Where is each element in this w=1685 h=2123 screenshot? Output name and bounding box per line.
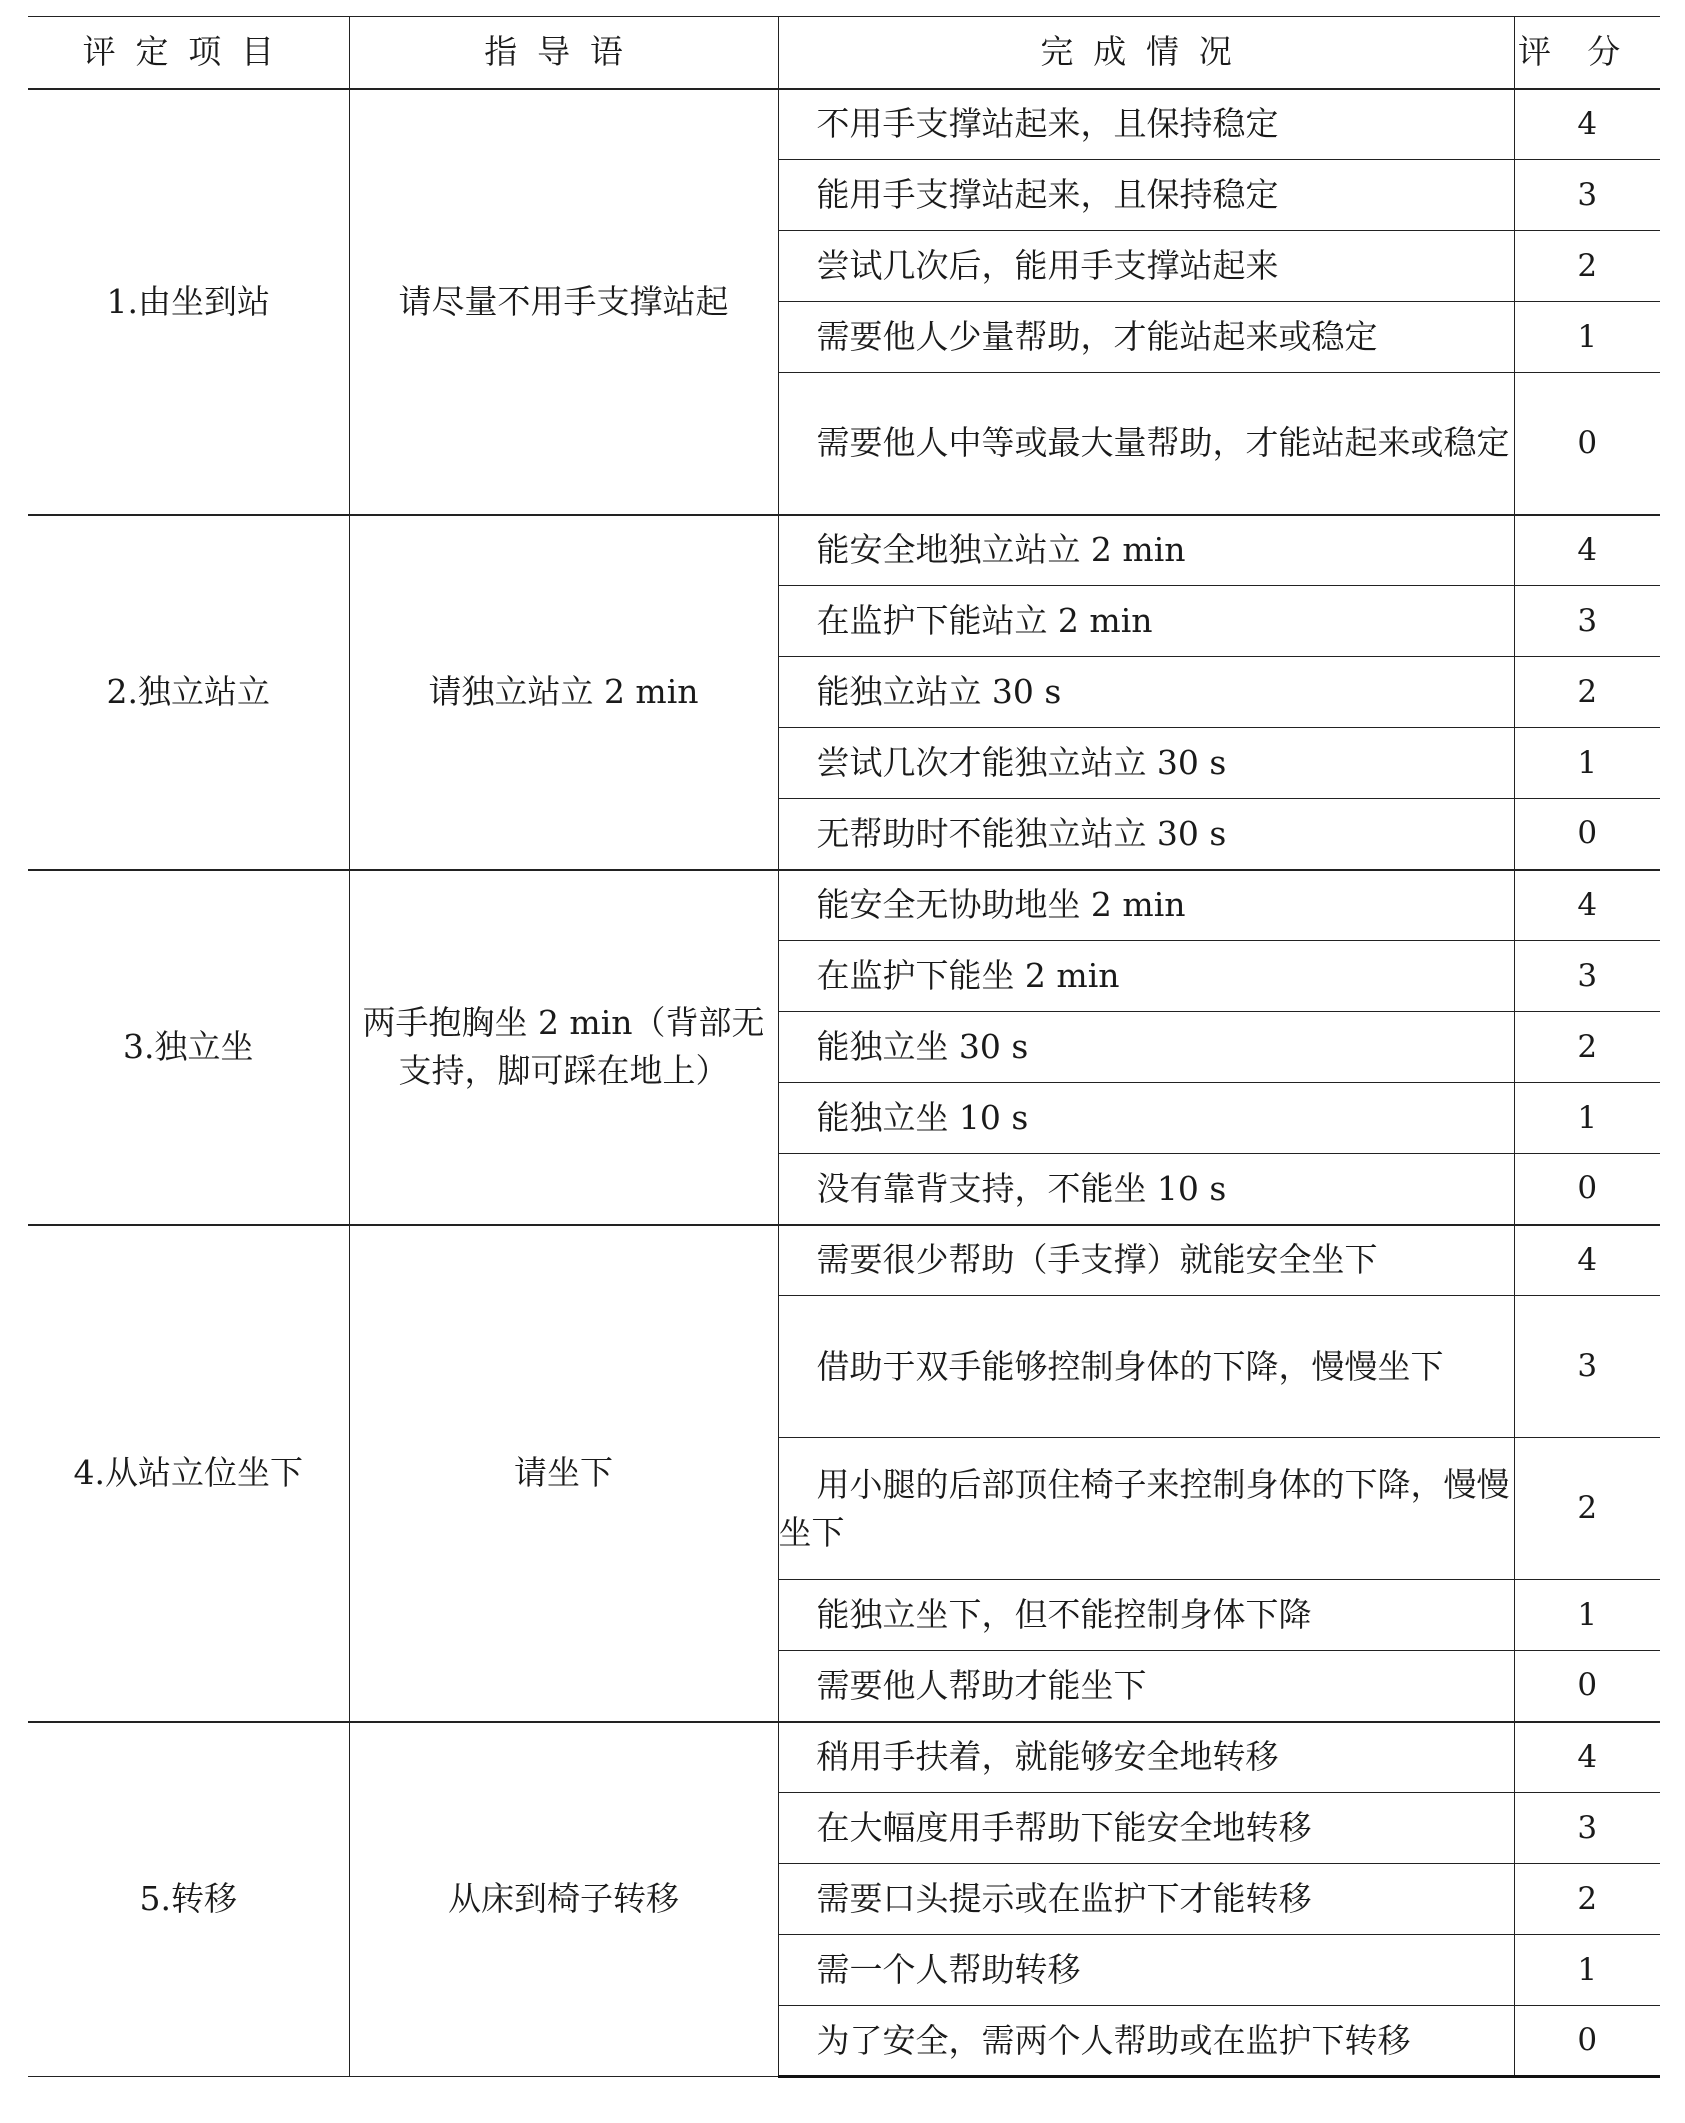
- score-cell: 1: [1514, 728, 1660, 799]
- guide-cell: 请坐下: [349, 1225, 778, 1722]
- desc-cell: 能独立坐 10 s: [778, 1083, 1514, 1154]
- desc-cell: 借助于双手能够控制身体的下降，慢慢坐下: [778, 1296, 1514, 1438]
- desc-cell: 稍用手扶着，就能够安全地转移: [778, 1722, 1514, 1793]
- score-cell: 3: [1514, 1296, 1660, 1438]
- assessment-sheet: [28, 16, 1660, 2078]
- score-cell: 1: [1514, 1580, 1660, 1651]
- item-cell: 4.从站立位坐下: [28, 1225, 349, 1722]
- score-cell: 3: [1514, 941, 1660, 1012]
- desc-cell: 能安全无协助地坐 2 min: [778, 870, 1514, 941]
- score-cell: 4: [1514, 515, 1660, 586]
- score-cell: 0: [1514, 373, 1660, 515]
- desc-cell: 需要口头提示或在监护下才能转移: [778, 1864, 1514, 1935]
- score-cell: 0: [1514, 1154, 1660, 1225]
- score-cell: 4: [1514, 89, 1660, 160]
- desc-cell: 没有靠背支持，不能坐 10 s: [778, 1154, 1514, 1225]
- table-row: [28, 89, 1660, 160]
- guide-cell: 请独立站立 2 min: [349, 515, 778, 870]
- desc-cell: 需要很少帮助（手支撑）就能安全坐下: [778, 1225, 1514, 1296]
- desc-cell: 在监护下能坐 2 min: [778, 941, 1514, 1012]
- table-header-row: [28, 17, 1660, 89]
- score-cell: 1: [1514, 1083, 1660, 1154]
- guide-cell: 两手抱胸坐 2 min（背部无支持，脚可踩在地上）: [349, 870, 778, 1225]
- guide-cell: 从床到椅子转移: [349, 1722, 778, 2077]
- header-item: 评定项目: [28, 17, 349, 89]
- desc-cell: 在监护下能站立 2 min: [778, 586, 1514, 657]
- desc-cell: 用小腿的后部顶住椅子来控制身体的下降，慢慢坐下: [778, 1438, 1514, 1580]
- desc-cell: 不用手支撑站起来，且保持稳定: [778, 89, 1514, 160]
- desc-cell: 尝试几次后，能用手支撑站起来: [778, 231, 1514, 302]
- score-cell: 4: [1514, 1722, 1660, 1793]
- desc-cell: 需一个人帮助转移: [778, 1935, 1514, 2006]
- item-cell: 1.由坐到站: [28, 89, 349, 515]
- header-guide: 指导语: [349, 17, 778, 89]
- score-cell: 0: [1514, 1651, 1660, 1722]
- table-row: [28, 870, 1660, 941]
- item-cell: 3.独立坐: [28, 870, 349, 1225]
- desc-cell: 在大幅度用手帮助下能安全地转移: [778, 1793, 1514, 1864]
- group-transfer: [28, 1722, 1660, 2077]
- group-standing-unsupported: [28, 515, 1660, 870]
- desc-cell: 能安全地独立站立 2 min: [778, 515, 1514, 586]
- item-cell: 2.独立站立: [28, 515, 349, 870]
- header-desc: 完成情况: [778, 17, 1514, 89]
- score-cell: 2: [1514, 1864, 1660, 1935]
- score-cell: 4: [1514, 1225, 1660, 1296]
- desc-cell: 需要他人帮助才能坐下: [778, 1651, 1514, 1722]
- desc-cell: 需要他人中等或最大量帮助，才能站起来或稳定: [778, 373, 1514, 515]
- desc-cell: 需要他人少量帮助，才能站起来或稳定: [778, 302, 1514, 373]
- guide-cell: 请尽量不用手支撑站起: [349, 89, 778, 515]
- score-cell: 0: [1514, 799, 1660, 870]
- balance-assessment-table: [28, 16, 1660, 2078]
- table-row: [28, 1225, 1660, 1296]
- desc-cell: 无帮助时不能独立站立 30 s: [778, 799, 1514, 870]
- table-row: [28, 515, 1660, 586]
- score-cell: 0: [1514, 2006, 1660, 2077]
- score-cell: 3: [1514, 160, 1660, 231]
- score-cell: 4: [1514, 870, 1660, 941]
- score-cell: 3: [1514, 1793, 1660, 1864]
- desc-cell: 能用手支撑站起来，且保持稳定: [778, 160, 1514, 231]
- group-stand-to-sit: [28, 1225, 1660, 1722]
- item-cell: 5.转移: [28, 1722, 349, 2077]
- desc-cell: 能独立站立 30 s: [778, 657, 1514, 728]
- desc-cell: 能独立坐 30 s: [778, 1012, 1514, 1083]
- group-sit-to-stand: [28, 89, 1660, 515]
- score-cell: 2: [1514, 1012, 1660, 1083]
- group-sitting-unsupported: [28, 870, 1660, 1225]
- score-cell: 2: [1514, 1438, 1660, 1580]
- score-cell: 1: [1514, 1935, 1660, 2006]
- score-cell: 3: [1514, 586, 1660, 657]
- score-cell: 1: [1514, 302, 1660, 373]
- desc-cell: 尝试几次才能独立站立 30 s: [778, 728, 1514, 799]
- table-row: [28, 1722, 1660, 1793]
- score-cell: 2: [1514, 657, 1660, 728]
- score-cell: 2: [1514, 231, 1660, 302]
- header-score: 评分: [1514, 17, 1660, 89]
- desc-cell: 为了安全，需两个人帮助或在监护下转移: [778, 2006, 1514, 2077]
- desc-cell: 能独立坐下，但不能控制身体下降: [778, 1580, 1514, 1651]
